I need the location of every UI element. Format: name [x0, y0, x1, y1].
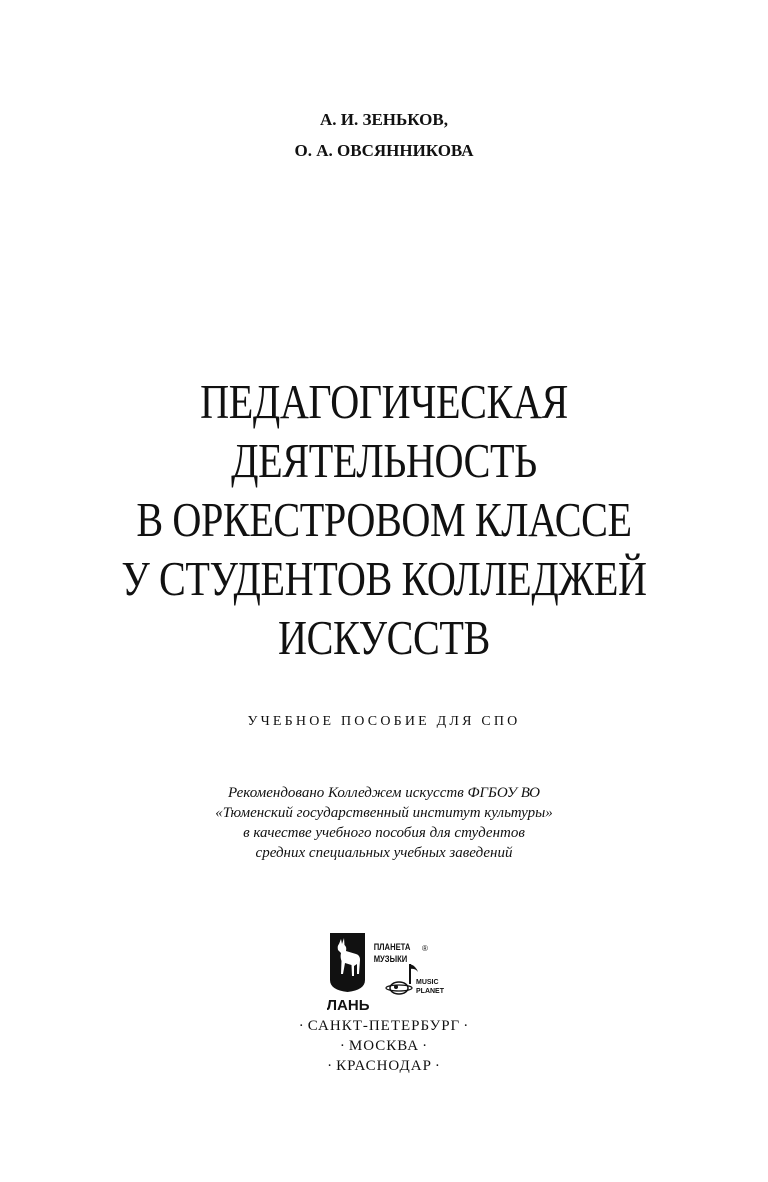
separator-dot: ·: [422, 1038, 429, 1054]
separator-dot: ·: [339, 1038, 346, 1054]
separator-dot: ·: [463, 1018, 470, 1034]
title-line-4: У СТУДЕНТОВ КОЛЛЕДЖЕЙ: [121, 551, 647, 606]
registered-mark: ®: [422, 944, 428, 953]
title-line-2: ДЕЯТЕЛЬНОСТЬ: [231, 433, 537, 488]
separator-dot: ·: [434, 1058, 441, 1074]
title-line-5: ИСКУССТВ: [278, 610, 490, 665]
author-1: А. И. ЗЕНЬКОВ,: [320, 110, 448, 129]
music-planet-text-ru-2: МУЗЫКИ: [373, 953, 408, 965]
publisher-cities: [0, 1016, 768, 1076]
subtitle: УЧЕБНОЕ ПОСОБИЕ ДЛЯ СПО: [247, 714, 521, 729]
recommendation-line-2: «Тюменский государственный институт культуры»: [215, 805, 553, 821]
title-line-1: ПЕДАГОГИЧЕСКАЯ: [200, 374, 568, 429]
lan-logo: [327, 930, 369, 1014]
publisher-logos: [0, 926, 768, 1012]
recommendation: [0, 783, 768, 863]
separator-dot: ·: [327, 1058, 334, 1074]
deer-icon: [330, 933, 365, 992]
city-name: МОСКВА: [348, 1038, 420, 1054]
city-line-1: [0, 1016, 768, 1036]
music-note-planet-icon: [386, 964, 418, 994]
recommendation-line-4: средних специальных учебных заведений: [255, 845, 513, 861]
music-planet-text-en-1: MUSIC: [416, 979, 439, 986]
title-line-3: В ОРКЕСТРОВОМ КЛАССЕ: [136, 492, 632, 547]
recommendation-line-1: Рекомендовано Колледжем искусств ФГБОУ ВО: [228, 785, 540, 801]
authors: [0, 104, 768, 166]
city-line-2: [0, 1036, 768, 1056]
book-title: [69, 372, 699, 667]
music-planet-text-en-2: PLANET: [416, 988, 444, 995]
lan-logo-text: ЛАНЬ: [327, 997, 369, 1014]
separator-dot: ·: [298, 1018, 305, 1034]
music-planet-text-ru-1: ПЛАНЕТА: [373, 941, 411, 953]
recommendation-line-3: в качестве учебного пособия для студентов: [243, 825, 525, 841]
author-2: О. А. ОВСЯННИКОВА: [294, 141, 474, 160]
music-planet-logo: [372, 940, 448, 1002]
city-line-3: [0, 1056, 768, 1076]
city-name: САНКТ-ПЕТЕРБУРГ: [307, 1018, 461, 1034]
city-name: КРАСНОДАР: [336, 1058, 432, 1074]
